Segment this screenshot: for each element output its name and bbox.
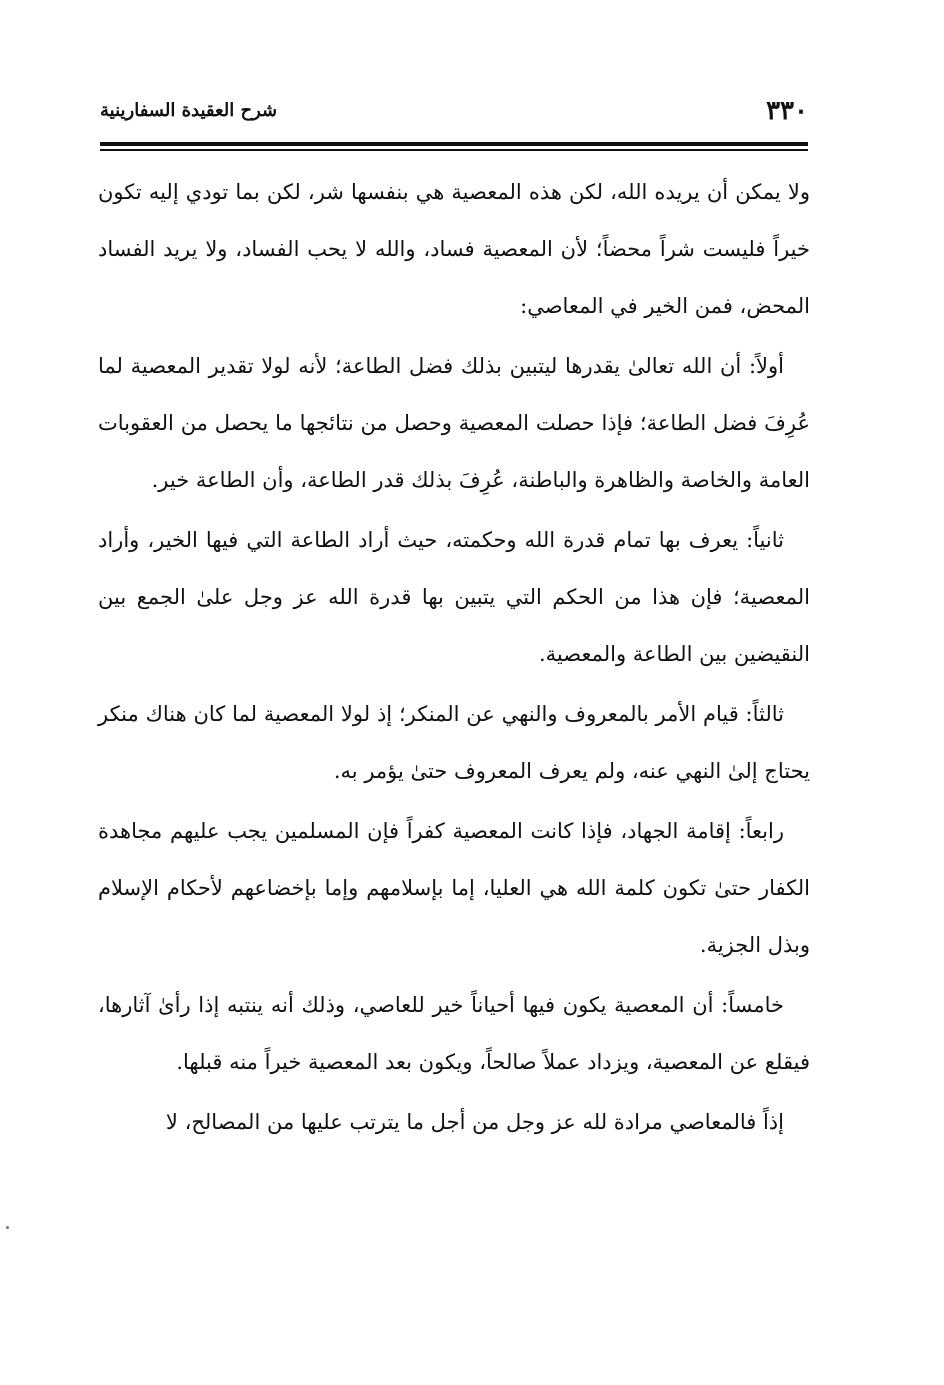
- page-header: [100, 96, 808, 136]
- paragraph-intro: ولا يمكن أن يريده الله، لكن هذه المعصية هي بنفسها شر، لكن بما تودي إليه تكون خيراً فليست شراً محضاً؛ لأن المعصية فساد، والله لا يحب الفساد، ولا يريد الفساد المحض، فمن الخير في المعاصي:: [98, 180, 810, 318]
- header-rule-thick: [100, 142, 808, 146]
- paragraph-fourth-point: رابعاً: إقامة الجهاد، فإذا كانت المعصية كفراً فإن المسلمين يجب عليهم مجاهدة الكفار حتىٰ تكون كلمة الله هي العليا، إما بإسلامهم وإما بإخضاعهم لأحكام الإسلام وبذل الجزية.: [98, 819, 810, 957]
- running-title: شرح العقيدة السفارينية: [100, 100, 278, 121]
- page-number: ٣٣٠: [766, 96, 808, 126]
- body-text: [98, 164, 810, 1154]
- scan-speck: [6, 1226, 9, 1229]
- paragraph-third-point: ثالثاً: قيام الأمر بالمعروف والنهي عن المنكر؛ إذ لولا المعصية لما كان هناك منكر يحتاج إلىٰ النهي عنه، ولم يعرف المعروف حتىٰ يؤمر به.: [98, 702, 810, 783]
- paragraph-conclusion: إذاً فالمعاصي مرادة لله عز وجل من أجل ما يترتب عليها من المصالح، لا: [165, 1110, 784, 1134]
- header-rule-thin: [100, 149, 808, 151]
- paragraph-first-point: أولاً: أن الله تعالىٰ يقدرها ليتبين بذلك فضل الطاعة؛ لأنه لولا تقدير المعصية لما عُرِفَ فضل الطاعة؛ فإذا حصلت المعصية وحصل من نتائجها ما يحصل من العقوبات العامة والخاصة والظاهرة والباطنة، عُرِفَ بذلك قدر الطاعة، وأن الطاعة خير.: [98, 354, 810, 492]
- paragraph-fifth-point: خامساً: أن المعصية يكون فيها أحياناً خير للعاصي، وذلك أنه ينتبه إذا رأىٰ آثارها، فيقلع عن المعصية، ويزداد عملاً صالحاً، ويكون بعد المعصية خيراً منه قبلها.: [98, 993, 810, 1074]
- paragraph-second-point: ثانياً: يعرف بها تمام قدرة الله وحكمته، حيث أراد الطاعة التي فيها الخير، وأراد المعصية؛ فإن هذا من الحكم التي يتبين بها قدرة الله عز وجل علىٰ الجمع بين النقيضين بين الطاعة والمعصية.: [98, 528, 810, 666]
